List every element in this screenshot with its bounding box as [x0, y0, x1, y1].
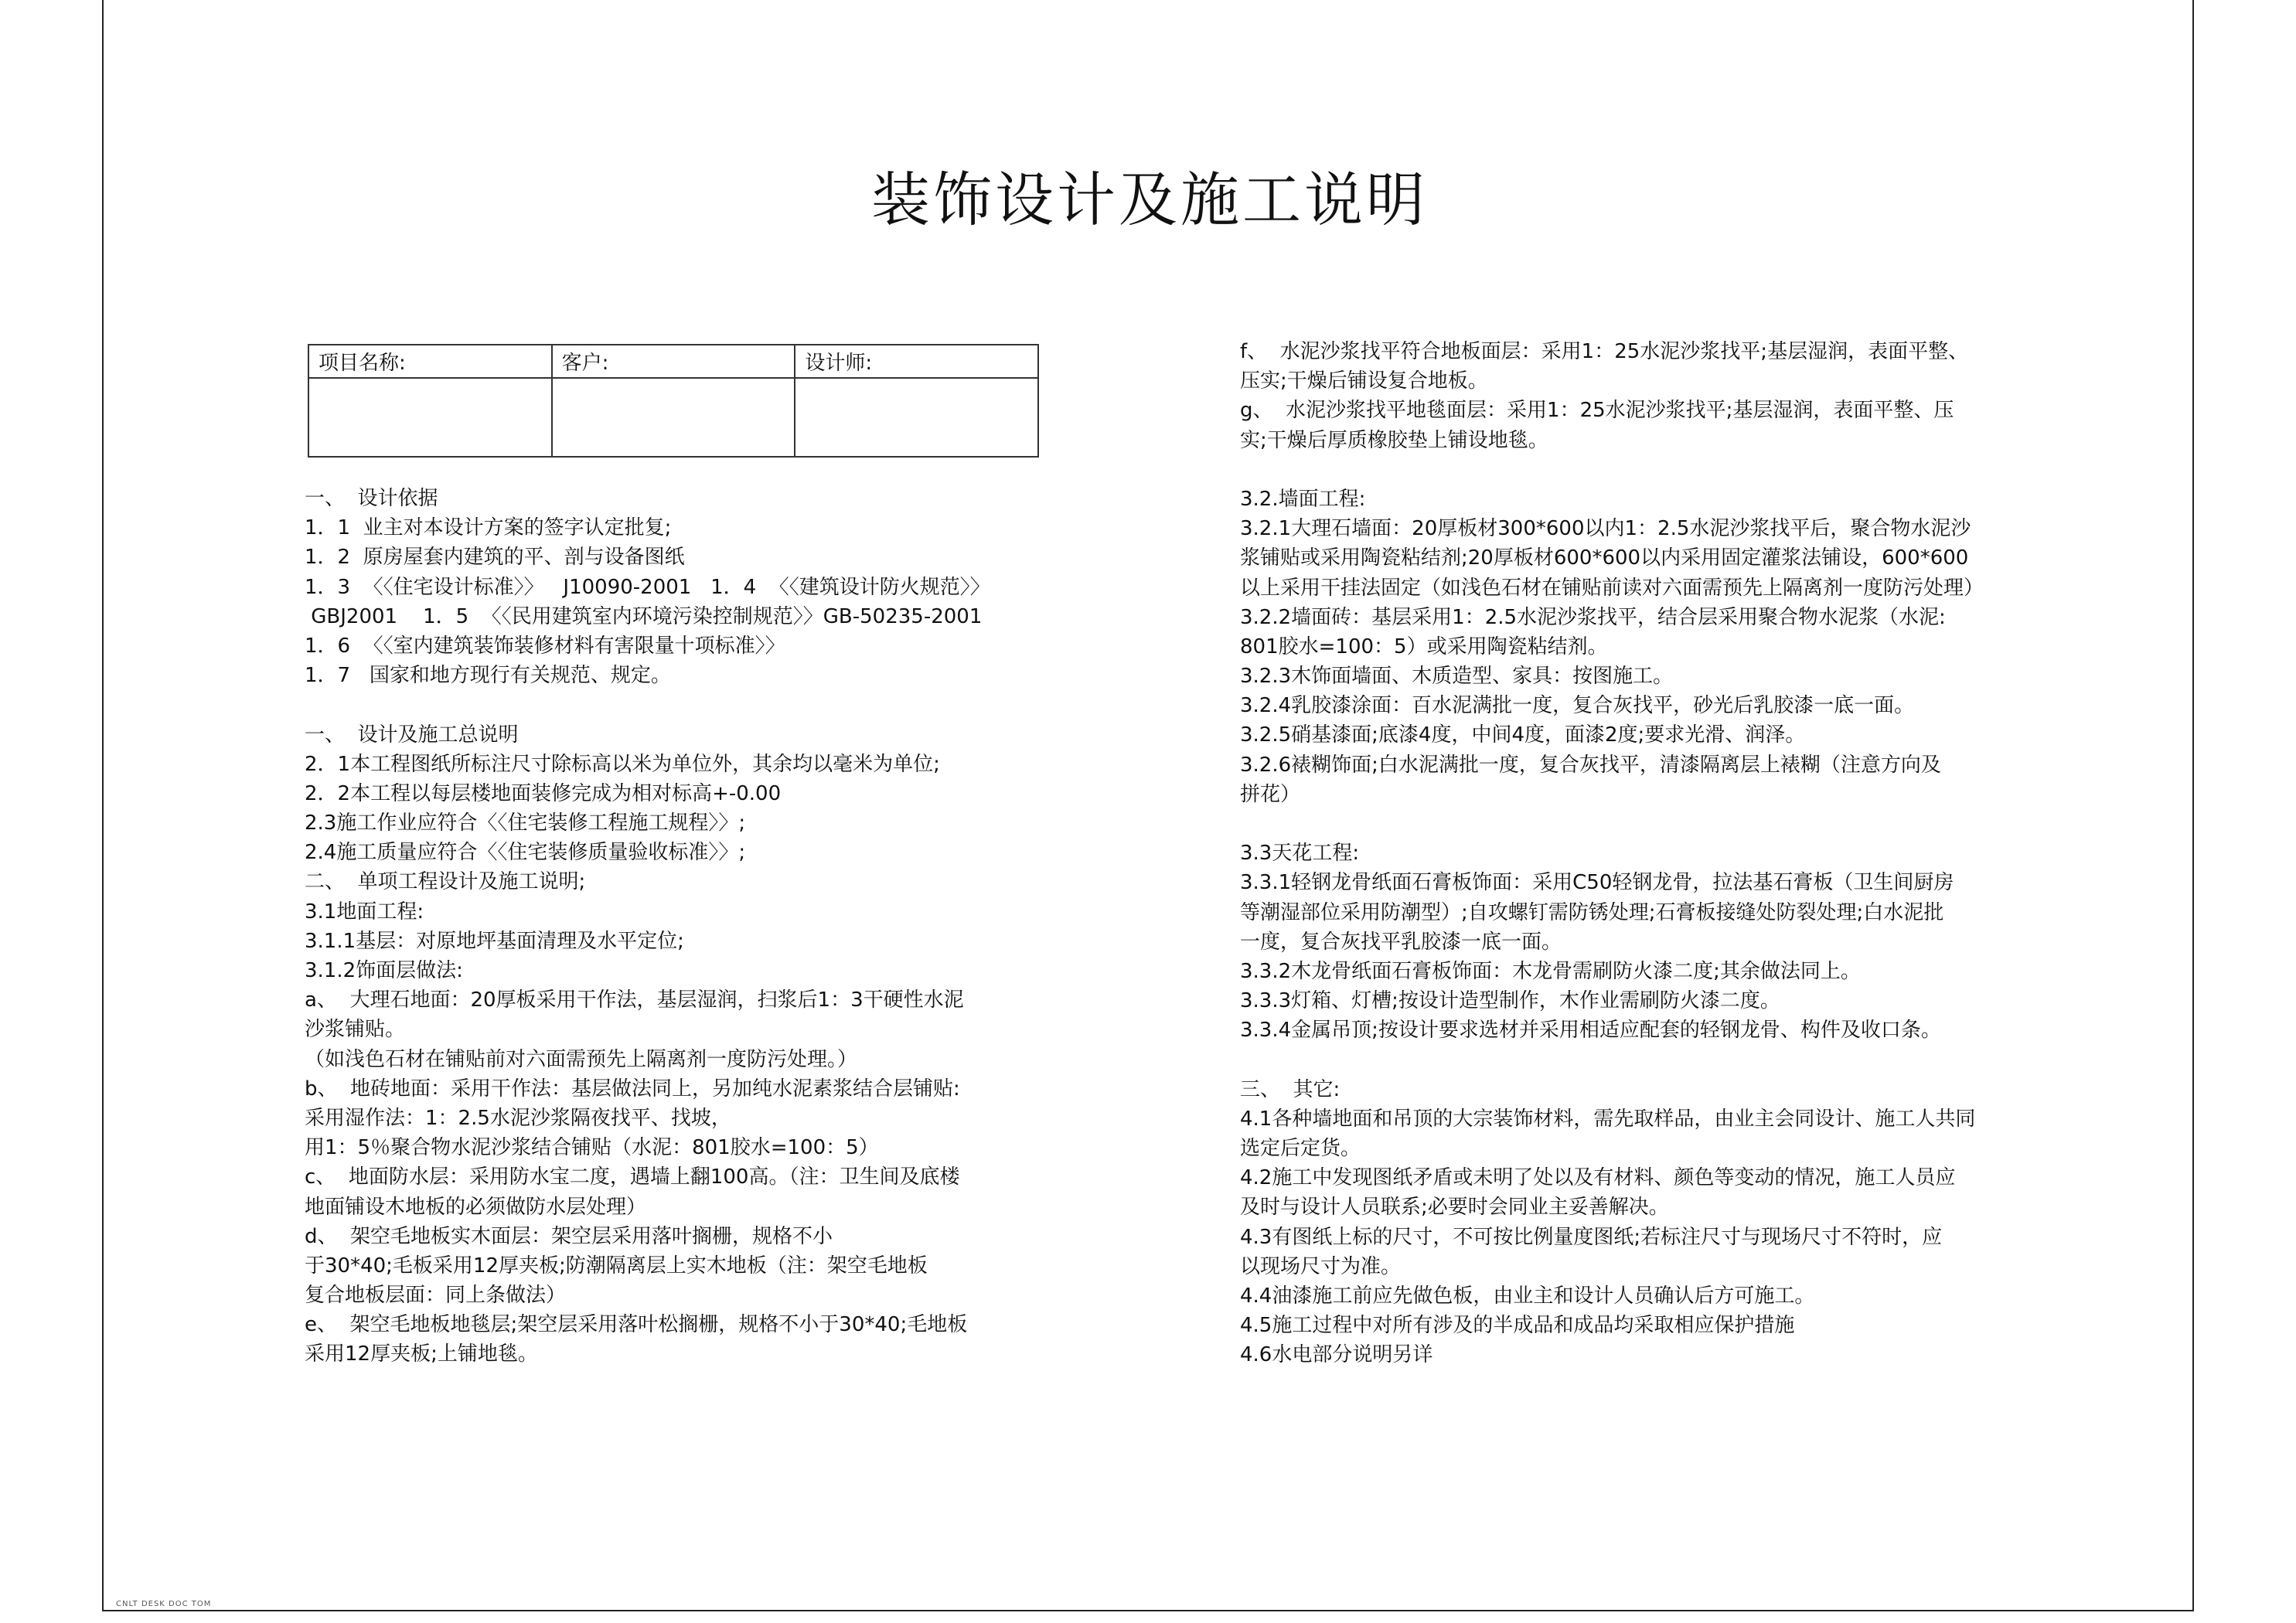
text-line: f、 水泥沙浆找平符合地板面层：采用1：25水泥沙浆找平;基层湿润，表面平整、: [1240, 340, 1969, 363]
text-line: GBJ2001 1．5 〈〈民用建筑室内环境污染控制规范〉〉GB-50235-2001: [305, 604, 983, 628]
text-line: 2．1本工程图纸所标注尺寸除标高以米为单位外，其余均以毫米为单位;: [305, 752, 940, 776]
text-line: 采用湿作法：1：2.5水泥沙浆隔夜找平、找坡，: [305, 1106, 731, 1130]
text-line: 3.2.3木饰面墙面、木质造型、家具：按图施工。: [1240, 665, 1674, 689]
text-line: 3.2.1大理石墙面：20厚板材300*600以内1：2.5水泥沙浆找平后，聚合物水泥沙: [1240, 517, 1971, 541]
client-value: [552, 378, 795, 457]
project-name-label: 项目名称:: [308, 345, 552, 378]
text-line: 1．7 国家和地方现行有关规范、规定。: [305, 664, 671, 688]
text-line: 3.3.3灯箱、灯槽;按设计造型制作，木作业需刷防火漆二度。: [1240, 989, 1780, 1013]
text-line: 3.2.墙面工程:: [1240, 487, 1366, 511]
text-line: 以现场尺寸为准。: [1240, 1254, 1402, 1278]
text-line: 801胶水=100：5）或采用陶瓷粘结剂。: [1240, 635, 1608, 658]
text-line: 3.3.1轻钢龙骨纸面石膏板饰面：采用C50轻钢龙骨，拉法基石膏板（卫生间厨房: [1240, 871, 1954, 895]
text-line: 1．2 原房屋套内建筑的平、剖与设备图纸: [305, 546, 685, 570]
text-line: 1．3 〈〈住宅设计标准〉〉 J10090-2001 1．4 〈〈建筑设计防火规范〉〉: [305, 575, 990, 599]
text-line: 浆铺贴或采用陶瓷粘结剂;20厚板材600*600以内采用固定灌浆法铺设，600*600: [1240, 546, 1969, 570]
text-line: 3.3.2木龙骨纸面石膏板饰面：木龙骨需刷防火漆二度;其余做法同上。: [1240, 959, 1861, 983]
text-line: 二、 单项工程设计及施工说明;: [305, 870, 586, 894]
text-line: 2．2本工程以每层楼地面装修完成为相对标高+-0.00: [305, 781, 782, 805]
text-line: 地面铺设木地板的必须做防水层处理）: [305, 1195, 647, 1219]
text-line: 4.6水电部分说明另详: [1240, 1343, 1433, 1367]
text-line: 3.2.6裱糊饰面;白水泥满批一度，复合灰找平，清漆隔离层上裱糊（注意方向及: [1240, 753, 1941, 777]
text-line: 4.1各种墙地面和吊顶的大宗装饰材料，需先取样品，由业主会同设计、施工人共同: [1240, 1107, 1976, 1131]
page-title: 装饰设计及施工说明: [871, 165, 1428, 234]
text-line: 3.2.5硝基漆面;底漆4度，中间4度，面漆2度;要求光滑、润泽。: [1240, 723, 1806, 747]
text-line: 实;干燥后厚质橡胶垫上铺设地毯。: [1240, 428, 1548, 452]
spacer: [1240, 455, 2044, 485]
text-line: 2.4施工质量应符合〈〈住宅装修质量验收标准〉〉;: [305, 841, 746, 865]
project-info-table: [308, 344, 1039, 458]
text-line: 以上采用干挂法固定（如浅色石材在铺贴前读对六面需预先上隔离剂一度防污处理）: [1240, 576, 1984, 600]
text-line: c、 地面防水层：采用防水宝二度，遇墙上翻100高。（注：卫生间及底楼: [305, 1165, 960, 1189]
text-line: b、 地砖地面：采用干作法：基层做法同上，另加纯水泥素浆结合层铺贴:: [305, 1077, 960, 1101]
text-line: 3.1地面工程:: [305, 900, 424, 924]
footer-mark: CNLT DESK DOC TOM: [116, 1600, 212, 1608]
text-line: （如浅色石材在铺贴前对六面需预先上隔离剂一度防污处理。）: [305, 1047, 858, 1071]
right-text-column: [1240, 337, 2044, 1370]
spacer: [305, 690, 1047, 720]
text-line: g、 水泥沙浆找平地毯面层：采用1：25水泥沙浆找平;基层湿润，表面平整、压: [1240, 399, 1954, 423]
text-line: 3.3天花工程:: [1240, 842, 1360, 866]
text-line: 4.5施工过程中对所有涉及的半成品和成品均采取相应保护措施: [1240, 1314, 1795, 1338]
client-label: 客户:: [552, 345, 795, 378]
text-line: 及时与设计人员联系;必要时会同业主妥善解决。: [1240, 1196, 1669, 1220]
left-text-column: [305, 484, 1047, 1370]
text-line: 复合地板层面：同上条做法）: [305, 1284, 567, 1308]
text-line: 一、 设计及施工总说明: [305, 723, 519, 747]
text-line: 4.4油漆施工前应先做色板，由业主和设计人员确认后方可施工。: [1240, 1284, 1815, 1308]
text-line: 沙浆铺贴。: [305, 1018, 406, 1042]
text-line: 用1：5％聚合物水泥沙浆结合铺贴（水泥：801胶水=100：5）: [305, 1136, 879, 1160]
text-line: 一、 设计依据: [305, 487, 438, 510]
text-line: 3.1.1基层：对原地坪基面清理及水平定位;: [305, 929, 684, 953]
text-line: a、 大理石地面：20厚板采用干作法，基层湿润，扫浆后1：3干硬性水泥: [305, 988, 964, 1012]
text-line: 1．6 〈〈室内建筑装饰装修材料有害限量十项标准〉〉: [305, 634, 785, 658]
designer-label: 设计师:: [795, 345, 1038, 378]
text-line: 3.3.4金属吊顶;按设计要求选材并采用相适应配套的轻钢龙骨、构件及收口条。: [1240, 1019, 1941, 1043]
text-line: 一度，复合灰找平乳胶漆一底一面。: [1240, 930, 1562, 954]
text-line: 3.2.4乳胶漆涂面：百水泥满批一度，复合灰找平，砂光后乳胶漆一底一面。: [1240, 694, 1915, 718]
project-name-value: [308, 378, 552, 457]
text-line: 压实;干燥后铺设复合地板。: [1240, 369, 1488, 393]
spacer: [1240, 1046, 2044, 1075]
text-line: 于30*40;毛板采用12厚夹板;防潮隔离层上实木地板（注：架空毛地板: [305, 1254, 928, 1278]
designer-value: [795, 378, 1038, 457]
text-line: d、 架空毛地板实木面层：架空层采用落叶搁栅，规格不小: [305, 1224, 833, 1248]
text-line: e、 架空毛地板地毯层;架空层采用落叶松搁栅，规格不小于30*40;毛地板: [305, 1313, 968, 1337]
text-line: 等潮湿部位采用防潮型）;自攻螺钉需防锈处理;石膏板接缝处防裂处理;白水泥批: [1240, 900, 1944, 924]
text-line: 采用12厚夹板;上铺地毯。: [305, 1342, 538, 1366]
text-line: 4.2施工中发现图纸矛盾或未明了处以及有材料、颜色等变动的情况，施工人员应: [1240, 1166, 1956, 1190]
text-line: 1．1 业主对本设计方案的签字认定批复;: [305, 516, 672, 540]
spacer: [1240, 809, 2044, 839]
text-line: 3.1.2饰面层做法:: [305, 959, 463, 982]
text-line: 2.3施工作业应符合〈〈住宅装修工程施工规程〉〉;: [305, 812, 746, 835]
text-line: 3.2.2墙面砖：基层采用1：2.5水泥沙浆找平，结合层采用聚合物水泥浆（水泥:: [1240, 605, 1946, 629]
text-line: 4.3有图纸上标的尺寸，不可按比例量度图纸;若标注尺寸与现场尺寸不符时，应: [1240, 1225, 1943, 1249]
text-line: 拼花）: [1240, 782, 1301, 806]
text-line: 选定后定货。: [1240, 1137, 1361, 1161]
text-line: 三、 其它:: [1240, 1077, 1340, 1101]
